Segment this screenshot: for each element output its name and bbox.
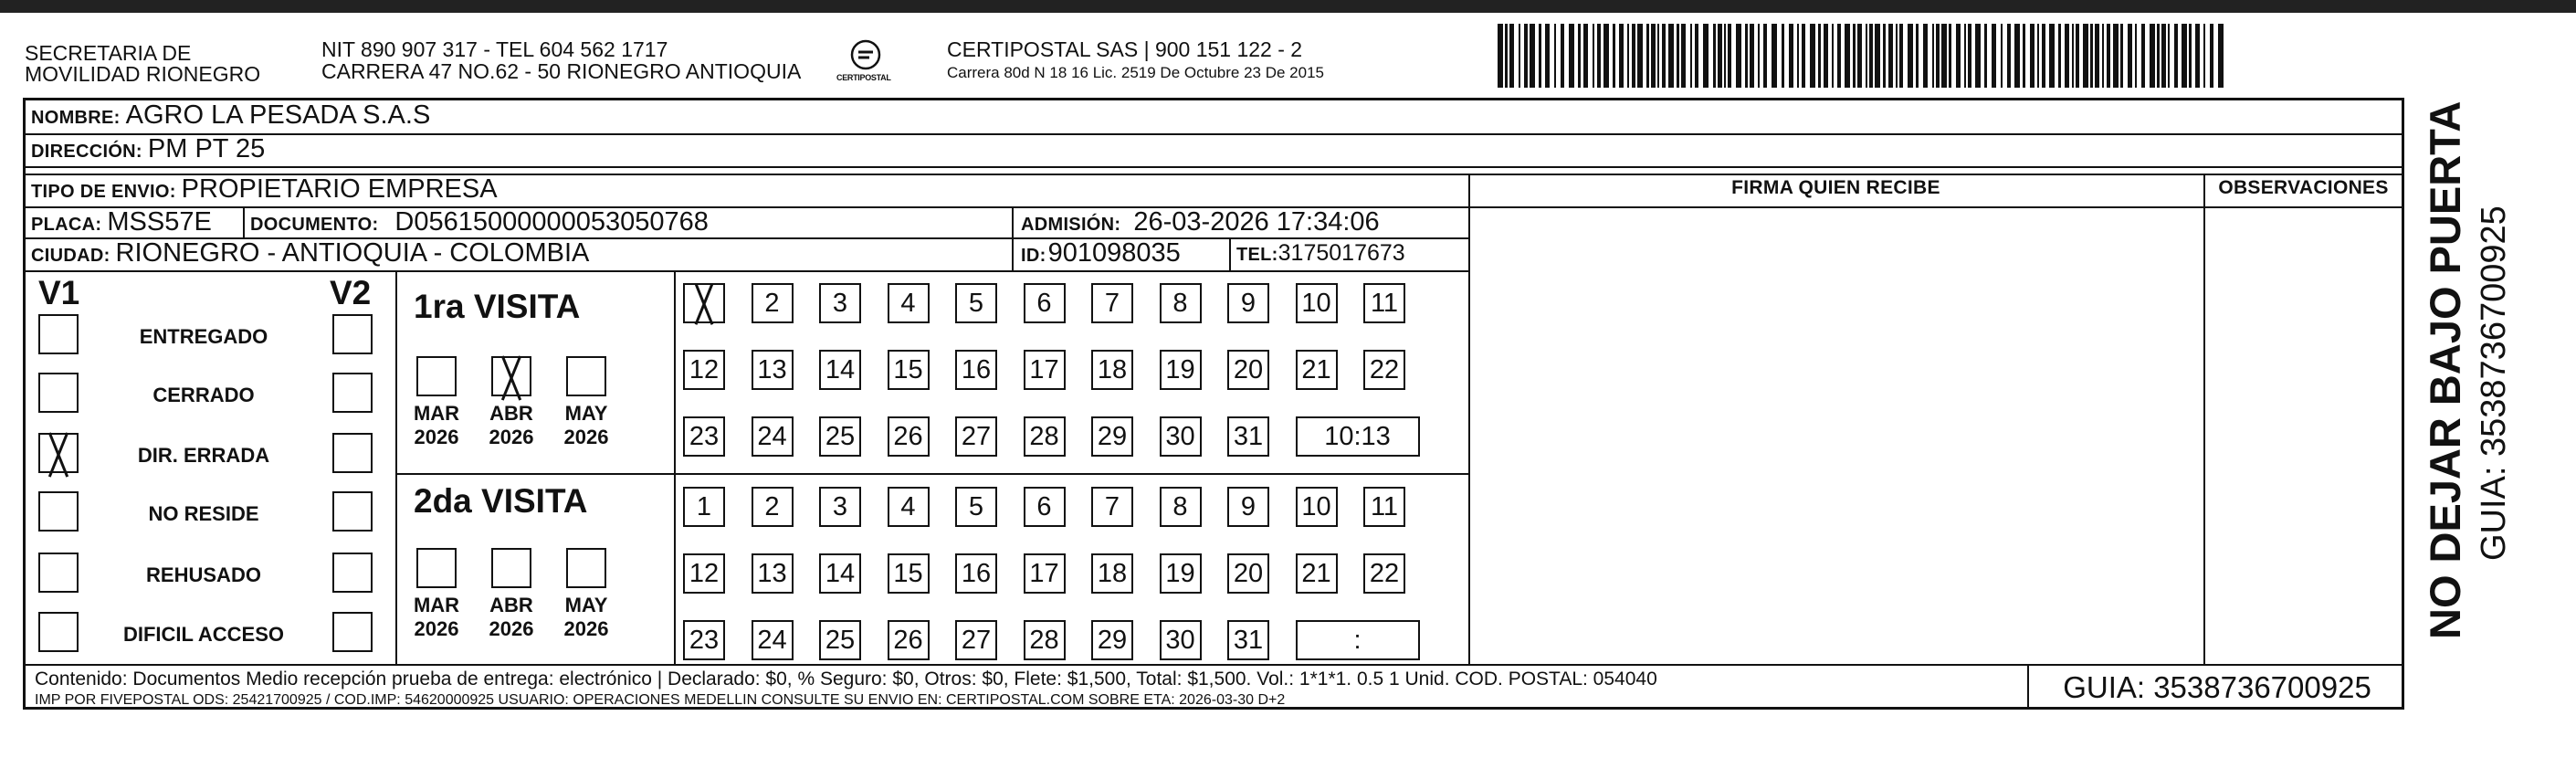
day-box[interactable]: 29 <box>1091 416 1133 457</box>
day-box[interactable]: 7 <box>1091 283 1133 323</box>
firma-header: FIRMA QUIEN RECIBE <box>1731 177 1940 198</box>
day-box[interactable]: 24 <box>752 416 794 457</box>
day-box[interactable]: 19 <box>1160 350 1202 390</box>
day-box[interactable]: 3 <box>819 283 861 323</box>
month-checkbox[interactable] <box>491 356 531 396</box>
documento-label: DOCUMENTO: <box>250 215 379 235</box>
month-label <box>409 594 464 641</box>
month-label <box>409 402 464 449</box>
day-box[interactable]: 31 <box>1227 416 1269 457</box>
month-year: 2026 <box>489 617 534 640</box>
day-box[interactable]: 7 <box>1091 487 1133 527</box>
day-box[interactable]: 21 <box>1296 553 1338 594</box>
month-name: ABR <box>489 402 533 425</box>
day-box[interactable]: 18 <box>1091 553 1133 594</box>
status-label: REHUSADO <box>146 563 261 586</box>
day-box[interactable]: 26 <box>888 620 930 660</box>
month-name: MAR <box>413 594 460 616</box>
day-box[interactable]: 3 <box>819 487 861 527</box>
placa-value: MSS57E <box>107 207 212 237</box>
day-box[interactable]: 25 <box>819 620 861 660</box>
day-box[interactable]: 31 <box>1227 620 1269 660</box>
v2-header: V2 <box>330 274 372 311</box>
v2-checkbox[interactable] <box>332 553 373 593</box>
day-box[interactable]: 2 <box>752 283 794 323</box>
visit2-title: 2da VISITA <box>414 482 588 520</box>
day-box[interactable]: 22 <box>1363 553 1405 594</box>
month-year: 2026 <box>414 617 459 640</box>
day-box[interactable]: 11 <box>1363 487 1405 527</box>
day-box[interactable]: 4 <box>888 487 930 527</box>
day-box[interactable]: 20 <box>1227 350 1269 390</box>
ciudad-label: CIUDAD: <box>31 246 110 266</box>
top-border <box>0 0 2576 13</box>
time-box[interactable]: : <box>1296 620 1420 660</box>
month-label <box>559 402 614 449</box>
day-box[interactable]: 24 <box>752 620 794 660</box>
month-checkbox[interactable] <box>416 356 457 396</box>
status-label: DIFICIL ACCESO <box>122 623 284 646</box>
ciudad-value: RIONEGRO - ANTIOQUIA - COLOMBIA <box>115 238 590 268</box>
day-box[interactable]: 23 <box>683 416 725 457</box>
day-box[interactable]: 6 <box>1024 283 1066 323</box>
tel-label: TEL: <box>1236 245 1278 265</box>
v1-checkbox[interactable] <box>38 553 79 593</box>
certipostal-logo <box>838 37 893 88</box>
direccion-label: DIRECCIÓN: <box>31 142 142 162</box>
v2-checkbox[interactable] <box>332 373 373 413</box>
tel-value: 3175017673 <box>1277 240 1405 266</box>
day-box[interactable]: 17 <box>1024 350 1066 390</box>
day-box[interactable] <box>683 283 725 323</box>
day-box[interactable]: 28 <box>1024 416 1066 457</box>
status-label: DIR. ERRADA <box>137 444 270 467</box>
month-name: MAY <box>564 402 608 425</box>
side-notice: NO DEJAR BAJO PUERTA <box>2421 100 2469 639</box>
day-box[interactable]: 30 <box>1160 620 1202 660</box>
status-label: ENTREGADO <box>139 325 268 348</box>
v1-header: V1 <box>38 274 80 311</box>
day-box[interactable]: 25 <box>819 416 861 457</box>
day-box[interactable]: 16 <box>955 553 997 594</box>
carrier-info: CERTIPOSTAL SAS | 900 151 122 - 2 <box>947 37 1303 61</box>
id-value: 901098035 <box>1047 238 1181 268</box>
month-checkbox[interactable] <box>416 548 457 588</box>
day-box[interactable]: 10 <box>1296 487 1338 527</box>
day-box[interactable]: 13 <box>752 350 794 390</box>
placa-label: PLACA: <box>31 215 102 235</box>
observaciones-header: OBSERVACIONES <box>2218 177 2389 198</box>
sender-name-2: MOVILIDAD RIONEGRO <box>25 62 261 86</box>
day-box[interactable]: 20 <box>1227 553 1269 594</box>
v1-checkbox[interactable] <box>38 373 79 413</box>
v2-checkbox[interactable] <box>332 314 373 354</box>
month-label <box>484 402 539 449</box>
day-box[interactable]: 14 <box>819 553 861 594</box>
day-box[interactable]: 4 <box>888 283 930 323</box>
tipo-envio-label: TIPO DE ENVIO: <box>31 182 176 202</box>
footer-contents: Contenido: Documentos Medio recepción prueba de entrega: electrónico | Declarado: $0, % Seguro: $0, Otros: $0, Flete: $1,500, Total: $1,500. Vol.: 1*1*1. 0.5 1 Unid. COD. POSTAL: 054040 <box>35 669 1657 690</box>
day-box[interactable]: 5 <box>955 487 997 527</box>
v2-checkbox[interactable] <box>332 612 373 652</box>
day-box[interactable]: 2 <box>752 487 794 527</box>
day-box[interactable]: 19 <box>1160 553 1202 594</box>
day-box[interactable]: 13 <box>752 553 794 594</box>
month-label <box>484 594 539 641</box>
v1-checkbox[interactable] <box>38 612 79 652</box>
day-box[interactable]: 15 <box>888 350 930 390</box>
day-box[interactable]: 12 <box>683 553 725 594</box>
v2-checkbox[interactable] <box>332 491 373 532</box>
day-box[interactable]: 10 <box>1296 283 1338 323</box>
day-box[interactable]: 8 <box>1160 487 1202 527</box>
admision-label: ADMISIÓN: <box>1021 215 1121 235</box>
v1-checkbox[interactable] <box>38 433 79 473</box>
day-box[interactable]: 27 <box>955 416 997 457</box>
month-name: MAR <box>413 402 460 425</box>
day-box[interactable]: 8 <box>1160 283 1202 323</box>
month-name: ABR <box>489 594 533 616</box>
day-box[interactable]: 9 <box>1227 487 1269 527</box>
v1-checkbox[interactable] <box>38 491 79 532</box>
barcode <box>1498 24 2228 88</box>
sender-name-1: SECRETARIA DE <box>25 41 192 65</box>
sender-nit: NIT 890 907 317 - TEL 604 562 1717 <box>321 37 668 61</box>
side-guia: GUIA: 3538736700925 <box>2475 205 2513 561</box>
documento-value: D05615000000053050768 <box>394 207 709 237</box>
day-box[interactable]: 23 <box>683 620 725 660</box>
day-box[interactable]: 5 <box>955 283 997 323</box>
status-label: NO RESIDE <box>148 502 259 525</box>
status-label: CERRADO <box>152 384 255 406</box>
day-box[interactable]: 6 <box>1024 487 1066 527</box>
month-year: 2026 <box>414 426 459 448</box>
delivery-form <box>23 98 2404 710</box>
day-box[interactable]: 21 <box>1296 350 1338 390</box>
footer-imp: IMP POR FIVEPOSTAL ODS: 25421700925 / COD.IMP: 54620000925 USUARIO: OPERACIONES MEDELLIN CONSULTE SU ENVIO EN: CERTIPOSTAL.COM SOBRE ETA: 2026-03-30 D+2 <box>35 692 1286 708</box>
logo-text: CERTIPOSTAL <box>836 73 891 82</box>
nombre-label: NOMBRE: <box>31 108 121 128</box>
admision-value: 26-03-2026 17:34:06 <box>1133 207 1380 237</box>
day-box[interactable]: 29 <box>1091 620 1133 660</box>
footer-guia: GUIA: 3538736700925 <box>2063 670 2371 704</box>
v2-checkbox[interactable] <box>332 433 373 473</box>
visit1-title: 1ra VISITA <box>414 288 581 325</box>
day-box[interactable]: 18 <box>1091 350 1133 390</box>
sender-address: CARRERA 47 NO.62 - 50 RIONEGRO ANTIOQUIA <box>321 59 802 83</box>
month-checkbox[interactable] <box>566 548 606 588</box>
day-box[interactable]: 12 <box>683 350 725 390</box>
day-box[interactable]: 27 <box>955 620 997 660</box>
nombre-value: AGRO LA PESADA S.A.S <box>125 100 431 130</box>
day-box[interactable]: 15 <box>888 553 930 594</box>
month-checkbox[interactable] <box>566 356 606 396</box>
tipo-envio-value: PROPIETARIO EMPRESA <box>181 174 498 204</box>
month-year: 2026 <box>563 617 609 640</box>
day-box[interactable]: 26 <box>888 416 930 457</box>
month-name: MAY <box>564 594 608 616</box>
day-box[interactable]: 22 <box>1363 350 1405 390</box>
id-label: ID: <box>1021 246 1046 266</box>
month-checkbox[interactable] <box>491 548 531 588</box>
day-box[interactable]: 9 <box>1227 283 1269 323</box>
day-box[interactable]: 11 <box>1363 283 1405 323</box>
v1-checkbox[interactable] <box>38 314 79 354</box>
direccion-value: PM PT 25 <box>147 134 266 163</box>
month-label <box>559 594 614 641</box>
day-box[interactable]: 28 <box>1024 620 1066 660</box>
day-box[interactable]: 16 <box>955 350 997 390</box>
carrier-license: Carrera 80d N 18 16 Lic. 2519 De Octubre 23 De 2015 <box>947 64 1324 81</box>
day-box[interactable]: 17 <box>1024 553 1066 594</box>
month-year: 2026 <box>489 426 534 448</box>
day-box[interactable]: 30 <box>1160 416 1202 457</box>
time-box[interactable]: 10:13 <box>1296 416 1420 457</box>
day-box[interactable]: 14 <box>819 350 861 390</box>
day-box[interactable]: 1 <box>683 487 725 527</box>
month-year: 2026 <box>563 426 609 448</box>
